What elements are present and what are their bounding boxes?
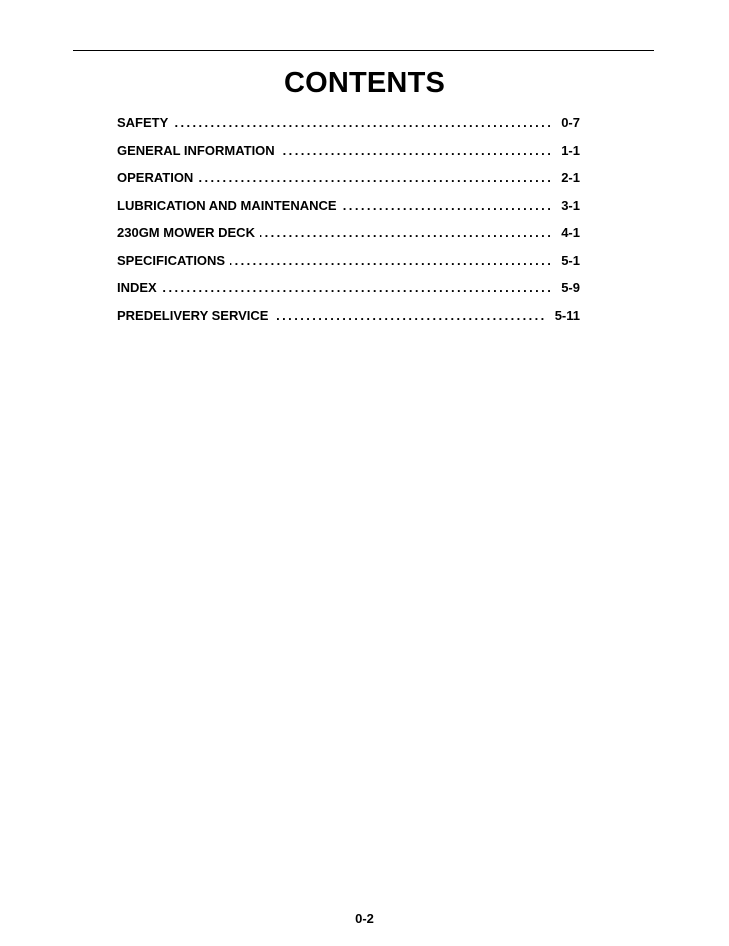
dot-leader: [173, 113, 553, 133]
toc-entry-title: PREDELIVERY SERVICE: [117, 307, 269, 323]
toc-entry-title: SAFETY: [117, 115, 169, 130]
toc-entry-page: 1-1: [561, 142, 580, 158]
toc-entry-title: OPERATION: [117, 170, 194, 185]
dot-leader: [162, 278, 553, 298]
toc-entry-title: SPECIFICATIONS: [117, 252, 226, 268]
toc-entry-page: 5-11: [554, 307, 580, 323]
toc-entry-title: GENERAL INFORMATION: [117, 142, 275, 158]
dot-leader: [280, 141, 554, 161]
toc-entry-title: INDEX: [117, 280, 157, 295]
toc-entry-page: 2-1: [561, 170, 580, 185]
toc-entry-title: 230GM MOWER DECK: [117, 225, 255, 240]
toc-entry-page: 3-1: [561, 197, 580, 213]
toc-entry-index[interactable]: [117, 278, 580, 306]
toc-entry-title: LUBRICATION AND MAINTENANCE: [117, 197, 337, 213]
dot-leader: [260, 223, 553, 243]
toc-entry-specifications[interactable]: [117, 251, 580, 279]
dot-leader: [230, 251, 553, 271]
toc-entry-general-information[interactable]: [117, 141, 580, 169]
dot-leader: [273, 306, 546, 326]
toc-entry-lubrication-and-maintenance[interactable]: [117, 196, 580, 224]
toc-entry-page: 5-1: [561, 252, 580, 268]
dot-leader: [342, 196, 554, 216]
toc-entry-page: 4-1: [561, 225, 580, 240]
toc-entry-page: 5-9: [561, 280, 580, 295]
header-rule: [73, 50, 654, 51]
table-of-contents: [117, 113, 580, 333]
toc-entry-mower-deck[interactable]: [117, 223, 580, 251]
page-title: CONTENTS: [283, 67, 446, 99]
toc-entry-safety[interactable]: [117, 113, 580, 141]
page-number: 0-2: [355, 911, 374, 926]
toc-entry-operation[interactable]: [117, 168, 580, 196]
toc-entry-predelivery-service[interactable]: [117, 306, 580, 334]
toc-entry-page: 0-7: [561, 115, 580, 130]
dot-leader: [198, 168, 553, 188]
